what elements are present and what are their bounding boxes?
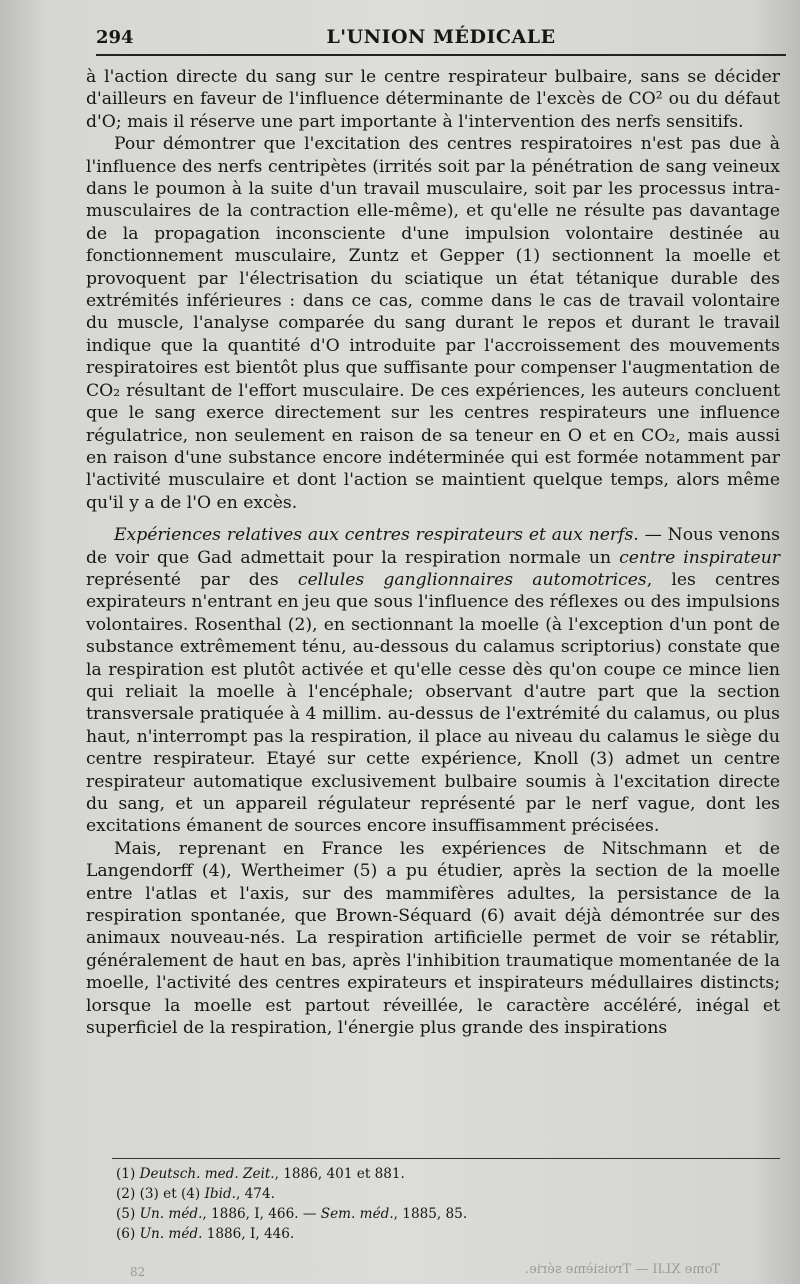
signature-mark: 82 xyxy=(130,1265,146,1279)
article-body xyxy=(86,66,780,1039)
footnote-source-2: Sem. méd. xyxy=(320,1206,394,1222)
running-title: L'UNION MÉDICALE xyxy=(326,26,556,48)
section-heading: Expériences relatives aux centres respirateurs et aux nerfs. xyxy=(114,525,639,546)
footnote-source: Deutsch. med. Zeit. xyxy=(139,1166,275,1182)
footnote-source: Un. méd. xyxy=(139,1226,203,1242)
page-header xyxy=(96,22,786,52)
footnote-number: (6) xyxy=(116,1226,140,1242)
footnote-number: (5) xyxy=(116,1206,140,1222)
paragraph-3-text-b: représenté par des xyxy=(86,569,298,590)
footnote-number: (2) (3) et (4) xyxy=(116,1186,205,1202)
footnote-detail: 1886, I, 446. xyxy=(202,1226,295,1242)
footnote-2 xyxy=(116,1184,776,1204)
footnote-detail: , 1886, 401 et 881. xyxy=(274,1166,405,1182)
paragraph-4: Mais, reprenant en France les expériences de Nitschmann et de Langendorff (4), Wertheimer (5) a pu étudier, après la section de la moelle entre l'atlas et l'axis, sur des mammifères adultes, la persistance de la respiration spontanée, que Brown-Séquard (6) avait déjà démontrée sur des animaux nouveau-nés. La respiration artificielle permet de voir se rétablir, généralement de haut en bas, après l'inhibition traumatique momentanée de la moelle, l'activité des centres expirateurs et inspirateurs médullaires distincts; lorsque la moelle est partout réveillée, le caractère accéléré, inégal et superficiel de la respiration, l'énergie plus grande des inspirations xyxy=(86,838,780,1039)
footnote-source: Un. méd. xyxy=(139,1206,203,1222)
footnotes xyxy=(116,1164,776,1244)
footnote-3 xyxy=(116,1204,776,1224)
footnote-detail: , 474. xyxy=(236,1186,275,1202)
footnote-number: (1) xyxy=(116,1166,140,1182)
bleed-through-text: Tome XLII — Troisième série. xyxy=(524,1262,720,1277)
paragraph-3-text-a: — Nous venons de voir que Gad admettait pour la respiration normale un xyxy=(86,525,780,568)
footnote-detail-2: , 1885, 85. xyxy=(393,1206,468,1222)
header-rule xyxy=(96,54,786,56)
footnote-4 xyxy=(116,1224,776,1244)
footnote-detail: , 1886, I, 466. — xyxy=(202,1206,321,1222)
footnote-rule xyxy=(112,1158,780,1159)
footnote-source: Ibid. xyxy=(204,1186,237,1202)
footnote-1 xyxy=(116,1164,776,1184)
paragraph-3-text-c: , les centres expirateurs n'entrant en jeu que sous l'influence des réflexes ou des impulsions volontaires. Rosenthal (2), en sectionnant la moelle (à l'exception d'un pont de substance extrêmement ténu, au-dessous du calamus scriptorius) constate que la respiration est plutôt activée et qu'elle cesse dès qu'on coupe ce mince lien qui reliait la moelle à l'encéphale; observant d'autre part que la section transversale pratiquée à 4 millim. au-dessus de l'extrémité du calamus, ou plus haut, n'interrompt pas la respiration, il place au niveau du calamus le siège du centre respirateur. Etayé sur cette expérience, Knoll (3) admet un centre respirateur automatique exclusivement bulbaire soumis à l'excitation directe du sang, et un appareil régulateur représenté par le nerf vague, dont les excitations émanent de sources encore insuffisamment précisées. xyxy=(86,569,780,837)
term-cellules-ganglionnaires: cellules ganglionnaires automotrices xyxy=(297,569,647,590)
paragraph-3 xyxy=(86,524,780,838)
page-number: 294 xyxy=(96,26,134,48)
paragraph-1: à l'action directe du sang sur le centre respirateur bulbaire, sans se décider d'ailleurs en faveur de l'influence déterminante de l'excès de CO² ou du défaut d'O; mais il réserve une part importante à l'intervention des nerfs sensitifs. xyxy=(86,67,780,132)
term-centre-inspirateur: centre inspirateur xyxy=(619,547,781,568)
paragraph-2: Pour démontrer que l'excitation des centres respiratoires n'est pas due à l'influence des nerfs centripètes (irrités soit par la pénétration de sang veineux dans le poumon à la suite d'un travail musculaire, soit par les processus intra-musculaires de la contraction elle-même), et qu'elle ne résulte pas davantage de la propagation inconsciente d'une impulsion volontaire destinée au fonctionnement musculaire, Zuntz et Gepper (1) sectionnent la moelle et provoquent par l'électrisation du sciatique un état tétanique durable des extrémités inférieures : dans ce cas, comme dans le cas de travail volontaire du muscle, l'analyse comparée du sang durant le repos et durant le travail indique que la quantité d'O introduite par l'accroissement des mouvements respiratoires est bientôt plus que suffisante pour compenser l'augmentation de CO₂ résultant de l'effort musculaire. De ces expériences, les auteurs concluent que le sang exerce directement sur les centres respirateurs une influence régulatrice, non seulement en raison de sa teneur en O et en CO₂, mais aussi en raison d'une substance encore indéterminée qui est formée notamment par l'activité musculaire et dont l'action se maintient quelque temps, alors même qu'il y a de l'O en excès. xyxy=(86,134,780,513)
